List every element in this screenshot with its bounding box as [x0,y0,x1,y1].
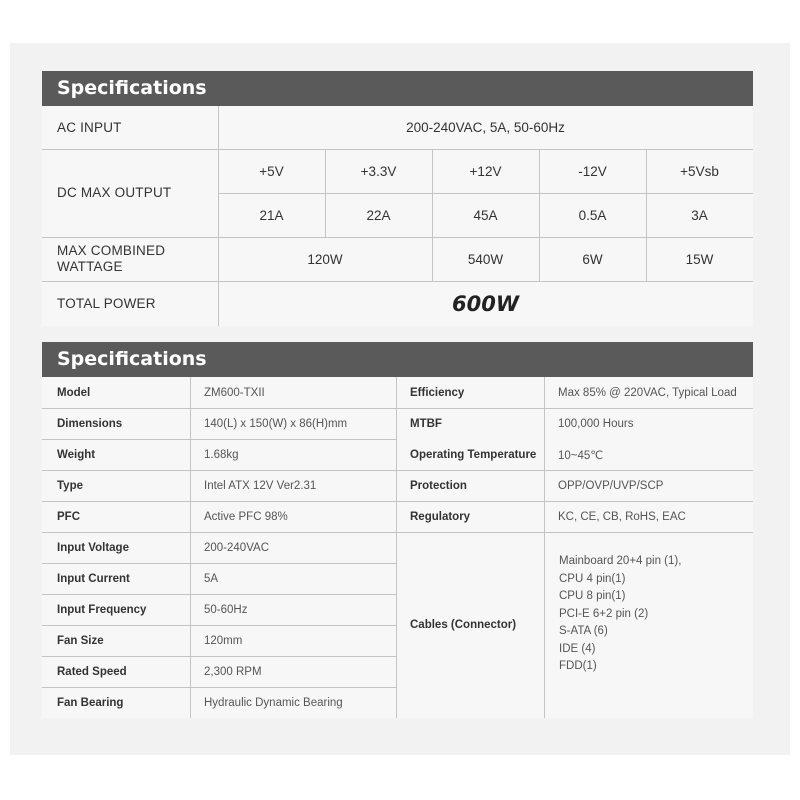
power-spec-table [42,106,753,326]
current-12v: 45A [473,207,498,223]
operating-temperature-value: 10~45℃ [558,449,604,462]
section2-title: Specifications [42,342,753,377]
dc-max-output-label: DC MAX OUTPUT [57,185,172,200]
cables-list [559,553,681,676]
input-current-value: 5A [204,572,219,585]
total-power-label: TOTAL POWER [57,295,156,311]
cable-item: S-ATA (6) [559,625,608,637]
wattage-5v-3v3: 120W [307,251,343,267]
weight-label: Weight [57,448,96,461]
wattage-5vsb: 15W [685,251,714,267]
section1-title: Specifications [42,71,753,106]
rail-5vsb: +5Vsb [680,163,719,179]
protection-value: OPP/OVP/UVP/SCP [558,479,664,492]
cable-item: PCI-E 6+2 pin (2) [559,607,649,620]
cable-item: CPU 8 pin(1) [559,590,626,602]
operating-temperature-label: Operating Temperature [410,448,537,461]
cable-item: IDE (4) [559,642,596,655]
efficiency-value: Max 85% @ 220VAC, Typical Load [558,386,737,399]
current-5vsb: 3A [691,207,708,223]
wattage-minus-12v: 6W [582,251,603,267]
rail-5v: +5V [259,163,284,179]
dimensions-value: 140(L) x 150(W) x 86(H)mm [204,417,348,430]
weight-value: 1.68kg [204,448,239,461]
protection-label: Protection [410,479,467,492]
fan-bearing-label: Fan Bearing [57,696,124,709]
current-3v3: 22A [366,207,391,223]
regulatory-label: Regulatory [410,510,471,523]
rail-3v3: +3.3V [360,163,397,179]
fan-size-label: Fan Size [57,634,104,647]
max-combined-wattage-label: MAX COMBINED WATTAGE [57,243,166,274]
fan-size-value: 120mm [204,634,243,647]
cable-item: Mainboard 20+4 pin (1), [559,555,682,567]
cable-item: FDD(1) [559,660,597,672]
pfc-label: PFC [57,510,80,523]
fan-bearing-value: Hydraulic Dynamic Bearing [204,696,343,709]
current-minus-12v: 0.5A [578,207,607,223]
rated-speed-value: 2,300 RPM [204,665,262,678]
model-value: ZM600-TXII [204,386,265,399]
efficiency-label: Efficiency [410,386,465,399]
pfc-value: Active PFC 98% [204,510,288,523]
current-5v: 21A [259,207,284,223]
rated-speed-label: Rated Speed [57,665,127,678]
total-power-value: 600W [452,291,519,316]
type-label: Type [57,479,83,492]
rail-minus-12v: -12V [578,163,607,179]
dimensions-label: Dimensions [57,417,123,430]
input-voltage-value: 200-240VAC [204,541,269,554]
cable-item: CPU 4 pin(1) [559,572,626,585]
type-value: Intel ATX 12V Ver2.31 [204,479,317,492]
regulatory-value: KC, CE, CB, RoHS, EAC [558,510,686,523]
model-label: Model [57,386,91,399]
input-voltage-label: Input Voltage [57,541,129,554]
rail-12v: +12V [469,163,502,179]
input-current-label: Input Current [57,572,130,585]
input-frequency-value: 50-60Hz [204,603,248,616]
mtbf-label: MTBF [410,417,442,430]
ac-input-value: 200-240VAC, 5A, 50-60Hz [406,120,565,135]
wattage-12v: 540W [467,251,504,267]
general-spec-table [42,377,753,718]
mtbf-value: 100,000 Hours [558,417,634,430]
ac-input-label: AC INPUT [57,119,122,135]
input-frequency-label: Input Frequency [57,603,147,616]
cables-label: Cables (Connector) [410,619,517,631]
